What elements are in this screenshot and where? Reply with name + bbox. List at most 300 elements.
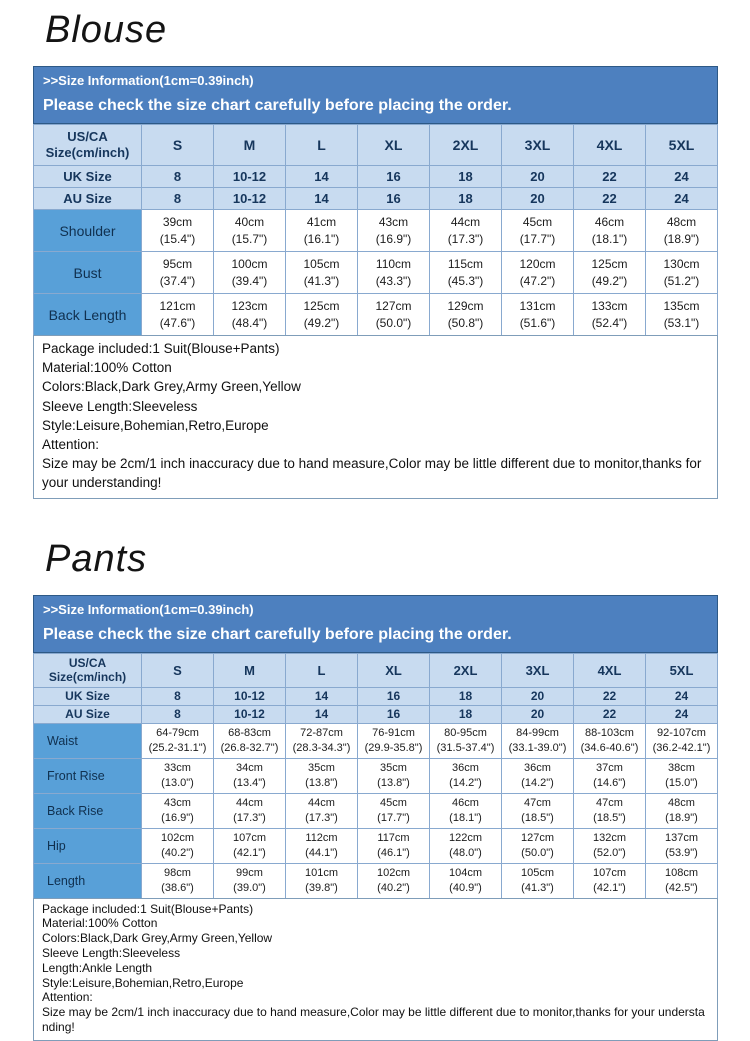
measurement-inch: (18.9"): [665, 811, 698, 824]
size-header-cell: XL: [358, 653, 430, 687]
size-value-cell: 24: [646, 188, 718, 210]
table-corner-label: [34, 653, 142, 687]
size-header-cell: 3XL: [502, 125, 574, 166]
measurement-inch: (40.2"): [377, 881, 410, 894]
row-label: Back Rise: [34, 793, 142, 828]
measurement-cell: [574, 723, 646, 758]
measurement-inch: (13.8"): [377, 776, 410, 789]
size-value-cell: 22: [574, 687, 646, 705]
row-label: Hip: [34, 828, 142, 863]
measurement-inch: (16.1"): [303, 231, 340, 246]
measurement-cell: [358, 723, 430, 758]
size-value-cell: 22: [574, 705, 646, 723]
size-header-cell: S: [142, 125, 214, 166]
measurement-cell: [502, 863, 574, 898]
measurement-cell: [142, 723, 214, 758]
measurement-cell: [502, 294, 574, 336]
measurement-cell: [646, 863, 718, 898]
measurement-inch: (39.8"): [305, 881, 338, 894]
measurement-inch: (13.4"): [233, 776, 266, 789]
table-corner-label: [34, 125, 142, 166]
size-value-cell: 10-12: [214, 705, 286, 723]
measurement-inch: (42.1"): [593, 881, 626, 894]
measurement-cm: 47cm: [596, 797, 623, 810]
size-header-cell: M: [214, 125, 286, 166]
measurement-cm: 125cm: [591, 257, 628, 271]
notes-box: [33, 898, 718, 1041]
measurement-cm: 64-79cm: [156, 727, 199, 740]
measurement-cm: 131cm: [519, 299, 556, 313]
measurement-inch: (52.4"): [591, 315, 628, 330]
measurement-cell: [214, 758, 286, 793]
note-line: Material:100% Cotton: [42, 360, 172, 376]
note-line: Attention:: [42, 990, 93, 1005]
size-value-cell: 14: [286, 188, 358, 210]
measurement-cell: [358, 210, 430, 252]
size-value-cell: 22: [574, 188, 646, 210]
measurement-cm: 36cm: [452, 762, 479, 775]
measurement-cell: [646, 210, 718, 252]
measurement-inch: (17.3"): [447, 231, 484, 246]
measurement-cm: 135cm: [663, 299, 700, 313]
measurement-cell: [214, 252, 286, 294]
measurement-cell: [142, 863, 214, 898]
measurement-cm: 100cm: [231, 257, 268, 271]
corner-line1: US/CA: [67, 129, 108, 144]
measurement-cm: 102cm: [376, 867, 411, 880]
measurement-cm: 68-83cm: [228, 727, 271, 740]
measurement-inch: (51.2"): [663, 273, 700, 288]
measurement-cm: 125cm: [303, 299, 340, 313]
measurement-inch: (29.9-35.8"): [364, 741, 423, 754]
measurement-inch: (34.6-40.6"): [580, 741, 639, 754]
measurement-cm: 92-107cm: [657, 727, 706, 740]
measurement-cm: 46cm: [452, 797, 479, 810]
size-header-cell: 2XL: [430, 125, 502, 166]
measurement-inch: (41.3"): [521, 881, 554, 894]
size-header-cell: L: [286, 125, 358, 166]
size-value-cell: 8: [142, 166, 214, 188]
measure-row: [34, 828, 718, 863]
size-value-cell: 8: [142, 188, 214, 210]
measurement-inch: (49.2"): [303, 315, 340, 330]
measurement-cell: [286, 210, 358, 252]
measurement-inch: (33.1-39.0"): [508, 741, 567, 754]
measurement-cell: [574, 863, 646, 898]
measurement-inch: (18.1"): [591, 231, 628, 246]
measurement-cm: 137cm: [664, 832, 699, 845]
size-value-cell: 20: [502, 705, 574, 723]
row-label: Shoulder: [34, 210, 142, 252]
measurement-cell: [214, 210, 286, 252]
size-info-subheading: Please check the size chart carefully before placing the order.: [43, 97, 512, 114]
size-value-cell: 18: [430, 188, 502, 210]
measurement-cell: [502, 252, 574, 294]
measurement-cm: 115cm: [447, 257, 484, 271]
measurement-cm: 105cm: [520, 867, 555, 880]
measurement-cell: [430, 252, 502, 294]
measurement-cm: 107cm: [592, 867, 627, 880]
measurement-cell: [142, 793, 214, 828]
measurement-inch: (18.5"): [593, 811, 626, 824]
measurement-cell: [142, 252, 214, 294]
measurement-cell: [646, 793, 718, 828]
row-label: Bust: [34, 252, 142, 294]
measurement-cell: [502, 828, 574, 863]
measurement-cell: [430, 210, 502, 252]
size-value-row: [34, 166, 718, 188]
measurement-cell: [214, 793, 286, 828]
measurement-cm: 104cm: [448, 867, 483, 880]
measurement-cm: 35cm: [308, 762, 335, 775]
size-value-cell: 14: [286, 705, 358, 723]
size-value-cell: 8: [142, 687, 214, 705]
measurement-cell: [286, 863, 358, 898]
row-label: UK Size: [34, 687, 142, 705]
size-info-banner: [33, 595, 718, 653]
measurement-inch: (17.3"): [305, 811, 338, 824]
size-header-cell: XL: [358, 125, 430, 166]
corner-line1: US/CA: [68, 656, 107, 671]
size-info-banner: [33, 66, 718, 124]
row-label: Length: [34, 863, 142, 898]
size-value-cell: 24: [646, 705, 718, 723]
measurement-inch: (50.8"): [447, 315, 484, 330]
measurement-cell: [286, 793, 358, 828]
size-header-cell: 4XL: [574, 653, 646, 687]
measurement-cm: 127cm: [375, 299, 412, 313]
measurement-cm: 95cm: [162, 257, 193, 271]
measurement-cell: [502, 723, 574, 758]
measurement-cell: [574, 252, 646, 294]
measurement-cm: 43cm: [164, 797, 191, 810]
measurement-inch: (50.0"): [521, 846, 554, 859]
measurement-inch: (18.1"): [449, 811, 482, 824]
measurement-inch: (48.0"): [449, 846, 482, 859]
measurement-cm: 41cm: [306, 215, 337, 229]
measurement-cm: 120cm: [519, 257, 556, 271]
measurement-cell: [358, 863, 430, 898]
size-header-cell: 2XL: [430, 653, 502, 687]
measurement-cm: 80-95cm: [444, 727, 487, 740]
size-value-cell: 22: [574, 166, 646, 188]
measurement-inch: (18.9"): [663, 231, 700, 246]
measurement-cell: [574, 758, 646, 793]
size-table: [33, 124, 718, 336]
measurement-inch: (17.7"): [377, 811, 410, 824]
size-value-cell: 16: [358, 687, 430, 705]
measurement-cm: 35cm: [380, 762, 407, 775]
note-line: Sleeve Length:Sleeveless: [42, 398, 198, 414]
measurement-cell: [646, 758, 718, 793]
measurement-inch: (14.2"): [449, 776, 482, 789]
measurement-inch: (13.8"): [305, 776, 338, 789]
measurement-cell: [646, 252, 718, 294]
measure-row: [34, 793, 718, 828]
measurement-cm: 105cm: [303, 257, 340, 271]
measurement-inch: (36.2-42.1"): [652, 741, 711, 754]
size-value-row: [34, 705, 718, 723]
measurement-inch: (53.9"): [665, 846, 698, 859]
measurement-cell: [502, 210, 574, 252]
section-title: Pants: [45, 537, 148, 580]
measurement-inch: (13.0"): [161, 776, 194, 789]
measurement-cm: 76-91cm: [372, 727, 415, 740]
size-header-cell: 4XL: [574, 125, 646, 166]
row-label: AU Size: [34, 705, 142, 723]
measurement-inch: (42.1"): [233, 846, 266, 859]
measurement-inch: (17.7"): [519, 231, 556, 246]
note-line: Style:Leisure,Bohemian,Retro,Europe: [42, 417, 269, 433]
measurement-cm: 123cm: [231, 299, 268, 313]
size-table-body: [34, 125, 718, 336]
size-chart-page: [33, 6, 718, 1041]
measurement-cell: [358, 252, 430, 294]
measurement-cell: [286, 723, 358, 758]
measurement-cell: [142, 210, 214, 252]
size-info-heading: >>Size Information(1cm=0.39inch): [43, 601, 254, 617]
size-value-cell: 14: [286, 166, 358, 188]
measurement-cm: 132cm: [592, 832, 627, 845]
measurement-cell: [574, 793, 646, 828]
measurement-cell: [430, 758, 502, 793]
note-line: Package included:1 Suit(Blouse+Pants): [42, 341, 280, 356]
measurement-inch: (49.2"): [591, 273, 628, 288]
measurement-cm: 44cm: [450, 215, 481, 229]
measurement-cm: 117cm: [377, 832, 410, 845]
row-label: UK Size: [34, 166, 142, 188]
measurement-cm: 36cm: [524, 762, 551, 775]
measurement-inch: (43.3"): [375, 273, 412, 288]
measurement-inch: (15.0"): [665, 776, 698, 789]
note-line: Style:Leisure,Bohemian,Retro,Europe: [42, 975, 244, 990]
note-line: Size may be 2cm/1 inch inaccuracy due to hand measure,Color may be little different due to monitor,thanks for your understanding!: [42, 1005, 705, 1034]
measurement-cell: [286, 758, 358, 793]
size-value-cell: 18: [430, 166, 502, 188]
notes-box: [33, 335, 718, 499]
size-info-heading: >>Size Information(1cm=0.39inch): [43, 73, 254, 88]
measurement-inch: (48.4"): [231, 315, 268, 330]
row-label: Front Rise: [34, 758, 142, 793]
measurement-cell: [142, 758, 214, 793]
measurement-inch: (17.3"): [233, 811, 266, 824]
measurement-cell: [430, 828, 502, 863]
measurement-cm: 48cm: [666, 215, 697, 229]
size-value-row: [34, 687, 718, 705]
size-header-row: [34, 653, 718, 687]
corner-line2: Size(cm/inch): [45, 145, 130, 160]
measurement-cell: [574, 210, 646, 252]
measurement-cell: [574, 294, 646, 336]
measurement-cm: 107cm: [232, 832, 267, 845]
measurement-inch: (40.2"): [161, 846, 194, 859]
measurement-inch: (46.1"): [377, 846, 410, 859]
measurement-cm: 45cm: [522, 215, 553, 229]
size-value-cell: 24: [646, 687, 718, 705]
measurement-cm: 33cm: [164, 762, 191, 775]
measurement-cm: 130cm: [663, 257, 700, 271]
measurement-inch: (38.6"): [161, 881, 194, 894]
measurement-inch: (41.3"): [303, 273, 340, 288]
measurement-cell: [214, 294, 286, 336]
note-line: Material:100% Cotton: [42, 916, 158, 931]
measurement-inch: (26.8-32.7"): [220, 741, 279, 754]
measurement-cm: 44cm: [236, 797, 263, 810]
section-title: Blouse: [45, 9, 168, 51]
size-value-cell: 20: [502, 188, 574, 210]
measurement-inch: (16.9"): [161, 811, 194, 824]
measure-row: [34, 252, 718, 294]
measurement-cm: 99cm: [236, 867, 263, 880]
row-label: Back Length: [34, 294, 142, 336]
measurement-cm: 108cm: [664, 867, 699, 880]
size-header-cell: L: [286, 653, 358, 687]
measurement-cm: 44cm: [308, 797, 335, 810]
measurement-inch: (39.0"): [233, 881, 266, 894]
measurement-cell: [430, 294, 502, 336]
size-header-cell: 5XL: [646, 653, 718, 687]
measurement-cm: 127cm: [520, 832, 555, 845]
size-value-cell: 16: [358, 188, 430, 210]
measurement-inch: (42.5"): [665, 881, 698, 894]
size-value-cell: 10-12: [214, 687, 286, 705]
measurement-inch: (15.7"): [231, 231, 268, 246]
measurement-cell: [646, 828, 718, 863]
measurement-inch: (47.2"): [519, 273, 556, 288]
measurement-cell: [358, 294, 430, 336]
measurement-cm: 34cm: [236, 762, 263, 775]
size-table: [33, 653, 718, 899]
size-value-cell: 8: [142, 705, 214, 723]
measurement-inch: (44.1"): [305, 846, 338, 859]
measurement-cell: [142, 294, 214, 336]
note-line: Length:Ankle Length: [42, 960, 153, 975]
measurement-cell: [502, 758, 574, 793]
measurement-cm: 72-87cm: [300, 727, 343, 740]
measurement-cell: [430, 863, 502, 898]
note-line: Colors:Black,Dark Grey,Army Green,Yellow: [42, 379, 301, 395]
measurement-cm: 122cm: [448, 832, 483, 845]
measurement-cm: 46cm: [594, 215, 625, 229]
measurement-inch: (14.6"): [593, 776, 626, 789]
measurement-inch: (53.1"): [663, 315, 700, 330]
measurement-cell: [646, 294, 718, 336]
measurement-cm: 40cm: [234, 215, 265, 229]
measurement-cell: [286, 294, 358, 336]
product-section-pants: [33, 535, 718, 1041]
row-label: Waist: [34, 723, 142, 758]
measurement-inch: (18.5"): [521, 811, 554, 824]
size-value-cell: 20: [502, 166, 574, 188]
measurement-inch: (37.4"): [159, 273, 196, 288]
size-header-cell: M: [214, 653, 286, 687]
measurement-inch: (52.0"): [593, 846, 626, 859]
measurement-inch: (28.3-34.3"): [292, 741, 351, 754]
measurement-cm: 112cm: [305, 832, 338, 845]
measurement-cm: 101cm: [304, 867, 339, 880]
measurement-cell: [430, 793, 502, 828]
measurement-cell: [574, 828, 646, 863]
measurement-cell: [430, 723, 502, 758]
measurement-cm: 47cm: [524, 797, 551, 810]
measurement-cm: 110cm: [375, 257, 412, 271]
measurement-cm: 37cm: [596, 762, 623, 775]
measurement-cell: [502, 793, 574, 828]
measurement-cm: 45cm: [380, 797, 407, 810]
size-value-row: [34, 188, 718, 210]
size-value-cell: 14: [286, 687, 358, 705]
measurement-cm: 84-99cm: [516, 727, 559, 740]
measurement-cell: [358, 793, 430, 828]
row-label: AU Size: [34, 188, 142, 210]
measurement-cm: 48cm: [668, 797, 695, 810]
size-value-cell: 18: [430, 687, 502, 705]
size-table-body: [34, 653, 718, 898]
measurement-cm: 98cm: [164, 867, 191, 880]
measurement-cm: 43cm: [378, 215, 409, 229]
measurement-inch: (39.4"): [231, 273, 268, 288]
measurement-cm: 88-103cm: [585, 727, 634, 740]
measurement-inch: (45.3"): [447, 273, 484, 288]
size-header-row: [34, 125, 718, 166]
size-value-cell: 16: [358, 166, 430, 188]
measurement-cell: [214, 723, 286, 758]
measurement-cm: 102cm: [160, 832, 195, 845]
measure-row: [34, 758, 718, 793]
measurement-cm: 38cm: [668, 762, 695, 775]
size-value-cell: 10-12: [214, 166, 286, 188]
measurement-inch: (16.9"): [375, 231, 412, 246]
measurement-cm: 121cm: [159, 299, 196, 313]
measurement-cell: [214, 863, 286, 898]
measurement-inch: (47.6"): [159, 315, 196, 330]
measurement-cell: [358, 828, 430, 863]
note-line: Package included:1 Suit(Blouse+Pants): [42, 901, 254, 916]
measurement-cm: 39cm: [162, 215, 193, 229]
measurement-inch: (31.5-37.4"): [436, 741, 495, 754]
size-value-cell: 18: [430, 705, 502, 723]
size-value-cell: 20: [502, 687, 574, 705]
measurement-cm: 133cm: [591, 299, 628, 313]
measure-row: [34, 863, 718, 898]
measurement-inch: (40.9"): [449, 881, 482, 894]
size-info-subheading: Please check the size chart carefully before placing the order.: [43, 625, 512, 643]
measurement-inch: (51.6"): [519, 315, 556, 330]
measurement-cell: [358, 758, 430, 793]
note-line: Colors:Black,Dark Grey,Army Green,Yellow: [42, 931, 273, 946]
size-header-cell: 3XL: [502, 653, 574, 687]
measurement-inch: (14.2"): [521, 776, 554, 789]
size-value-cell: 16: [358, 705, 430, 723]
corner-line2: Size(cm/inch): [48, 670, 127, 685]
measurement-cm: 129cm: [447, 299, 484, 313]
measure-row: [34, 723, 718, 758]
measure-row: [34, 294, 718, 336]
measurement-cell: [286, 252, 358, 294]
note-line: Attention:: [42, 437, 100, 453]
product-section-blouse: [33, 6, 718, 499]
measure-row: [34, 210, 718, 252]
note-line: Size may be 2cm/1 inch inaccuracy due to hand measure,Color may be little different due to monitor,thanks for your understanding!: [42, 456, 702, 491]
measurement-cell: [214, 828, 286, 863]
size-value-cell: 10-12: [214, 188, 286, 210]
size-value-cell: 24: [646, 166, 718, 188]
measurement-cell: [286, 828, 358, 863]
measurement-inch: (15.4"): [159, 231, 196, 246]
measurement-inch: (25.2-31.1"): [148, 741, 207, 754]
measurement-cell: [142, 828, 214, 863]
note-line: Sleeve Length:Sleeveless: [42, 946, 181, 961]
